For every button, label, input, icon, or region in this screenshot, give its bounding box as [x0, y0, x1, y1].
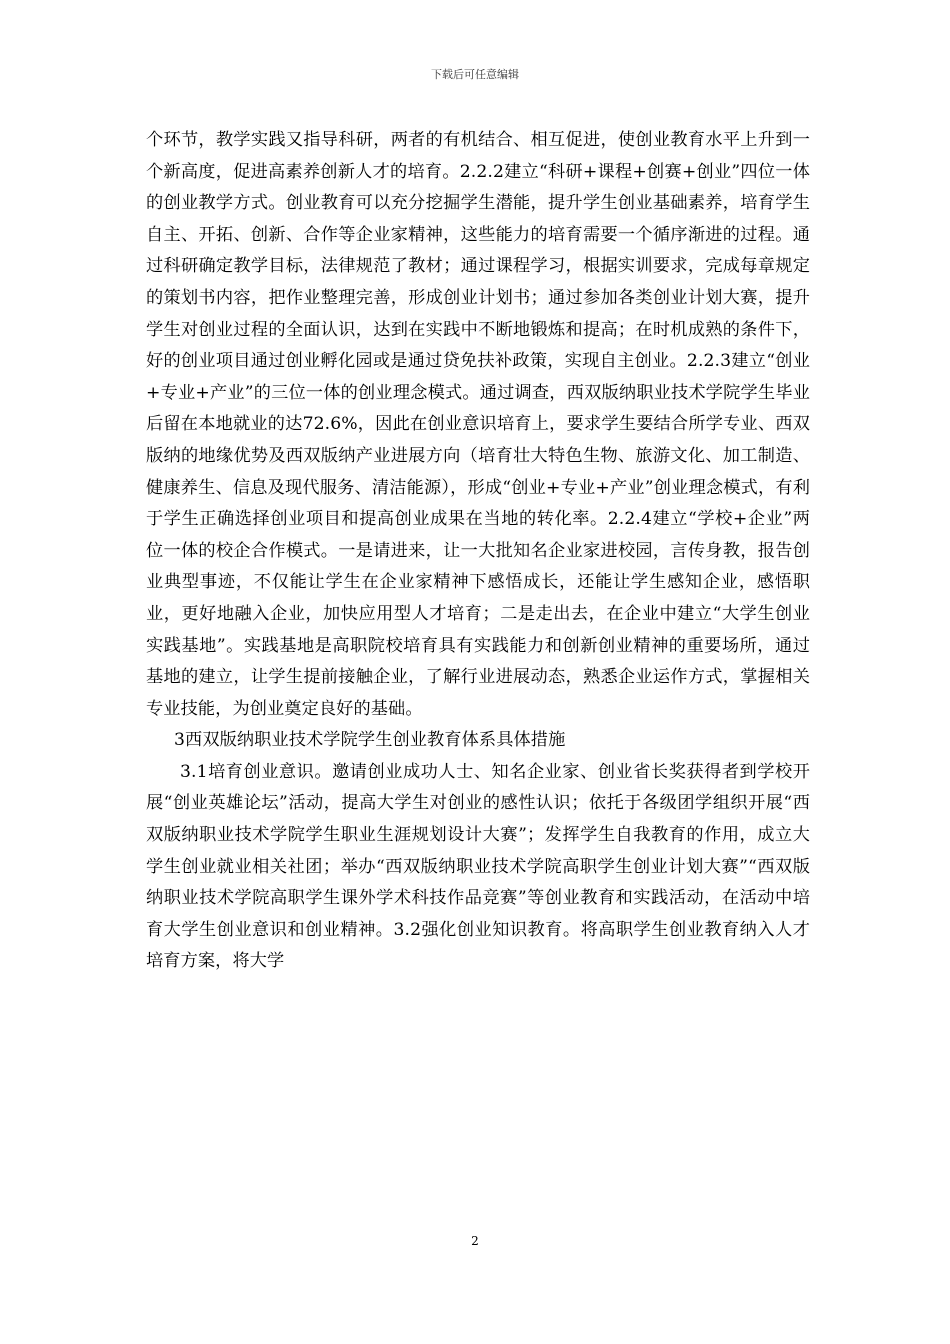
- document-body: [146, 125, 810, 978]
- page-header: 下载后可任意编辑: [431, 68, 519, 81]
- section-heading: 3西双版纳职业技术学院学生创业教育体系具体措施: [174, 730, 566, 751]
- paragraph-continuation: 个环节，教学实践又指导科研，两者的有机结合、相互促进，使创业教育水平上升到一个新高度，促进高素养创新人才的培育。2.2.2建立“科研+课程+创赛+创业”四位一体的创业教学方式。创业教育可以充分挖掘学生潜能，提升学生创业基础素养，培育学生自主、开拓、创新、合作等企业家精神，这些能力的培育需要一个循序渐进的过程。通过科研确定教学目标，法律规范了教材；通过课程学习，根据实训要求，完成每章规定的策划书内容，把作业整理完善，形成创业计划书；通过参加各类创业计划大赛，提升学生对创业过程的全面认识，达到在实践中不断地锻炼和提高；在时机成熟的条件下，好的创业项目通过创业孵化园或是通过贷免扶补政策，实现自主创业。2.2.3建立“创业+专业+产业”的三位一体的创业理念模式。通过调查，西双版纳职业技术学院学生毕业后留在本地就业的达72.6%，因此在创业意识培育上，要求学生要结合所学专业、西双版纳的地缘优势及西双版纳产业进展方向（培育壮大特色生物、旅游文化、加工制造、健康养生、信息及现代服务、清洁能源），形成“创业+专业+产业”创业理念模式，有利于学生正确选择创业项目和提高创业成果在当地的转化率。2.2.4建立“学校+企业”两位一体的校企合作模式。一是请进来，让一大批知名企业家进校园，言传身教，报告创业典型事迹，不仅能让学生在企业家精神下感悟成长，还能让学生感知企业，感悟职业，更好地融入企业，加快应用型人才培育；二是走出去，在企业中建立“大学生创业实践基地”。实践基地是高职院校培育具有实践能力和创新创业精神的重要场所，通过基地的建立，让学生提前接触企业，了解行业进展动态，熟悉企业运作方式，掌握相关专业技能，为创业奠定良好的基础。: [146, 130, 810, 719]
- paragraph-measures: 3.1培育创业意识。邀请创业成功人士、知名企业家、创业省长奖获得者到学校开展“创业英雄论坛”活动，提高大学生对创业的感性认识；依托于各级团学组织开展“西双版纳职业技术学院学生职业生涯规划设计大赛”；发挥学生自我教育的作用，成立大学生创业就业相关社团；举办“西双版纳职业技术学院高职学生创业计划大赛”“西双版纳职业技术学院高职学生课外学术科技作品竞赛”等创业教育和实践活动，在活动中培育大学生创业意识和创业精神。3.2强化创业知识教育。将高职学生创业教育纳入人才培育方案，将大学: [146, 761, 810, 972]
- page-number: 2: [471, 1234, 479, 1248]
